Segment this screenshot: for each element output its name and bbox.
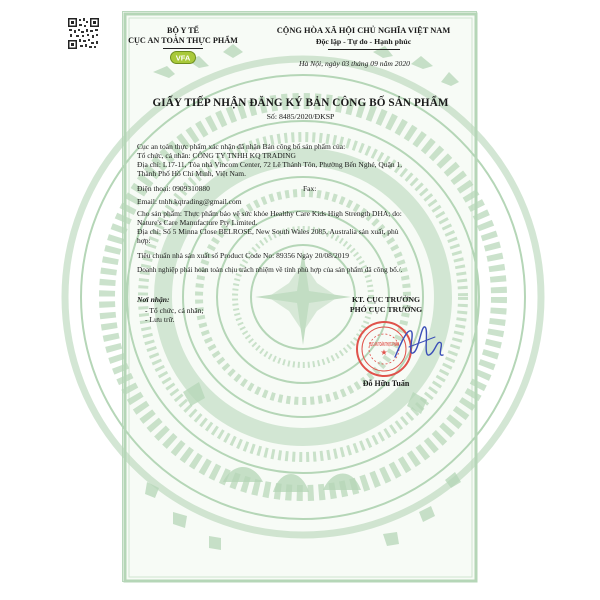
factory-line-1: Địa chỉ: Số 5 Minna Close BELROSE, New South Wales 2085, Australia sản xuất, phù xyxy=(137,227,399,236)
national-motto: Độc lập - Tự do - Hạnh phúc xyxy=(315,37,412,46)
header-right-underline xyxy=(328,49,400,50)
address-line-1: Địa chỉ: L17-11, Tòa nhà Vincom Center, 72 Lê Thánh Tôn, Phường Bến Nghé, Quận 1, xyxy=(137,160,403,169)
fax: Fax: xyxy=(303,184,317,193)
standard: Tiêu chuẩn nhà sản xuất số Product Code No: 89356 Ngày 20/08/2019 xyxy=(137,251,349,260)
intro-text: Cục an toàn thực phẩm xác nhận đã nhận Bản công bố sản phẩm của: xyxy=(137,142,346,151)
recipients-label: Nơi nhận: xyxy=(137,295,170,304)
organization: Tổ chức, cá nhân: CÔNG TY TNHH KQ TRADING xyxy=(137,151,296,160)
qr-code xyxy=(67,17,100,50)
header-left-underline xyxy=(163,48,203,49)
signer-role-2: PHÓ CỤC TRƯỞNG xyxy=(349,305,423,314)
handwritten-signature xyxy=(391,317,447,369)
signer-role-1: KT. CỤC TRƯỞNG xyxy=(351,295,421,304)
recipient-item: - Tổ chức, cá nhân; xyxy=(145,306,204,315)
document-title: GIẤY TIẾP NHẬN ĐĂNG KÝ BẢN CÔNG BỐ SẢN PHẨM xyxy=(152,97,449,109)
signer-name: Đỗ Hữu Tuấn xyxy=(362,379,410,388)
product-line-2: Nature's Care Manufacture Pty Limited. xyxy=(137,218,258,227)
email: Email: tnhh.kqtrading@gmail.com xyxy=(137,197,242,206)
responsibility: Doanh nghiệp phải hoàn toàn chịu trách nhiệm về tính phù hợp của sản phẩm đã công bố./. xyxy=(137,265,403,274)
ministry-name: BỘ Y TẾ xyxy=(166,26,199,35)
stamp-star-icon: ★ xyxy=(380,348,388,357)
issue-date: Hà Nội, ngày 03 tháng 09 năm 2020 xyxy=(299,59,410,68)
republic-name: CỘNG HÒA XÃ HỘI CHỦ NGHĨA VIỆT NAM xyxy=(276,26,451,35)
recipient-item: - Lưu trữ. xyxy=(145,315,175,324)
factory-line-2: hợp: xyxy=(137,236,151,245)
product-line-1: Cho sản phẩm: Thực phẩm bảo vệ sức khỏe Healthy Care Kids High Strength DHA; do: xyxy=(137,209,402,218)
logo-text: VFA xyxy=(175,53,191,63)
address-line-2: Thành Phố Hồ Chí Minh, Việt Nam. xyxy=(137,169,246,178)
vfa-logo xyxy=(170,51,196,64)
phone: Điện thoại: 0909310880 xyxy=(137,184,210,193)
stamp-text: CỤC AN TOÀN THỰC PHẨM xyxy=(369,342,439,348)
department-name: CỤC AN TOÀN THỰC PHẨM xyxy=(128,36,238,45)
certificate xyxy=(122,11,477,582)
document-number: Số: 8485/2020/ĐKSP xyxy=(266,112,335,121)
